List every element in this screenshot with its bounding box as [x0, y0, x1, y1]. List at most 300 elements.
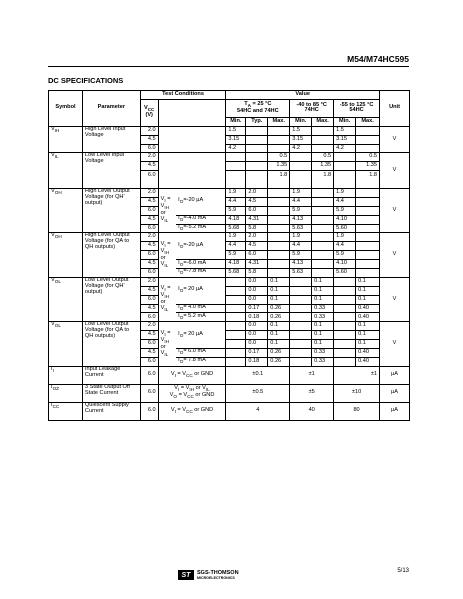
symbol-vol-qa: $V_{OL}$ [49, 322, 83, 366]
table-cell: 5.9 [334, 206, 356, 215]
empty-cell [290, 277, 312, 286]
empty-cell [290, 286, 312, 295]
col-symbol: Symbol [49, 91, 83, 127]
table-cell: 0.1 [356, 295, 380, 304]
part-number-header: M54/M74HC595 [347, 54, 409, 64]
table-cell: 0.26 [268, 313, 290, 322]
table-cell: 5.63 [290, 269, 312, 278]
table-cell: 4.4 [290, 242, 312, 251]
table-cell: µA [380, 366, 410, 384]
table-cell: 5.9 [290, 206, 312, 215]
empty-cell [312, 242, 334, 251]
table-cell: 4.4 [334, 242, 356, 251]
empty-cell [356, 189, 380, 198]
empty-cell [312, 215, 334, 224]
empty-cell [356, 135, 380, 144]
table-cell: 1.35 [268, 162, 290, 171]
table-cell: 0.33 [312, 313, 334, 322]
symbol-vol-qh: $V_{OL}$ [49, 277, 83, 321]
table-cell: 0.1 [268, 340, 290, 349]
col-conditions-blank [158, 99, 226, 126]
table-cell: 5.9 [226, 206, 246, 215]
table-cell: 4.5 [140, 286, 158, 295]
table-cell: 6.0 [140, 171, 158, 180]
table-cell: 0.40 [356, 313, 380, 322]
table-cell: ±0.5 [226, 384, 290, 402]
sub-min: Min. [334, 117, 356, 126]
table-cell: 2.0 [246, 233, 268, 242]
table-cell: 1.5 [290, 126, 312, 135]
table-cell: ±10 [334, 384, 380, 402]
empty-cell [356, 206, 380, 215]
table-cell: $I_O= 20$ µA [176, 277, 226, 304]
empty-cell [312, 251, 334, 260]
table-cell: 4.13 [290, 215, 312, 224]
table-cell: 6.0 [140, 402, 158, 420]
empty-cell [226, 277, 246, 286]
table-cell: V [380, 233, 410, 277]
table-cell: 5.8 [246, 224, 268, 233]
table-cell: 6.0 [140, 295, 158, 304]
empty-cell [158, 126, 226, 153]
table-cell: 0.0 [246, 295, 268, 304]
table-cell: 0.0 [246, 340, 268, 349]
table-cell: 2.0 [140, 277, 158, 286]
symbol-voh-qa: $V_{OH}$ [49, 233, 83, 277]
table-cell: 5.9 [334, 251, 356, 260]
empty-cell [312, 206, 334, 215]
table-cell: 5.9 [226, 251, 246, 260]
table-cell: 1.9 [334, 233, 356, 242]
table-cell: 0.1 [312, 340, 334, 349]
table-cell: 1.5 [226, 126, 246, 135]
table-cell: V [380, 126, 410, 153]
empty-cell [290, 340, 312, 349]
sub-typ: Typ. [246, 117, 268, 126]
table-cell: 6.0 [140, 144, 158, 153]
table-cell: 4.18 [226, 215, 246, 224]
table-cell: 0.40 [356, 304, 380, 313]
empty-cell [356, 197, 380, 206]
empty-cell [290, 153, 312, 162]
empty-cell [290, 357, 312, 366]
empty-cell [334, 313, 356, 322]
table-cell: ±0.1 [226, 366, 290, 384]
table-cell: 2.0 [140, 233, 158, 242]
empty-cell [226, 357, 246, 366]
table-cell: 1.8 [312, 171, 334, 180]
col-value: Value [226, 91, 380, 100]
table-cell: $I_O= 20$ µA [176, 322, 226, 349]
sub-min: Min. [290, 117, 312, 126]
empty-cell [334, 180, 356, 189]
empty-cell [290, 295, 312, 304]
table-cell: 6.0 [140, 340, 158, 349]
table-cell: 4.13 [290, 260, 312, 269]
table-cell: 4.5 [140, 331, 158, 340]
dc-spec-table [48, 90, 410, 421]
col-vcc: $V_{CC}$ (V) [140, 99, 158, 126]
table-cell: 5.9 [290, 251, 312, 260]
table-cell: 4.2 [334, 144, 356, 153]
table-cell: 0.1 [312, 322, 334, 331]
table-cell: 4.31 [246, 260, 268, 269]
empty-cell [246, 126, 268, 135]
table-cell: 2.0 [140, 322, 158, 331]
symbol-vil: $V_{IL}$ [49, 153, 83, 189]
table-cell: 1.8 [356, 171, 380, 180]
table-cell: 0.5 [312, 153, 334, 162]
table-cell: 4.5 [140, 135, 158, 144]
table-cell: 2.0 [246, 189, 268, 198]
table-cell: 0.0 [246, 322, 268, 331]
table-cell: µA [380, 384, 410, 402]
table-cell: 6.0 [140, 357, 158, 366]
table-cell: 0.33 [312, 304, 334, 313]
sub-max: Max. [312, 117, 334, 126]
table-cell: V [380, 277, 410, 321]
table-cell: 40 [290, 402, 334, 420]
empty-cell [312, 144, 334, 153]
empty-cell [226, 322, 246, 331]
empty-cell [334, 295, 356, 304]
empty-cell [226, 340, 246, 349]
empty-cell [334, 349, 356, 358]
table-cell: 6.0 [246, 206, 268, 215]
table-cell: 1.8 [268, 171, 290, 180]
empty-cell [226, 180, 246, 189]
header-rule [48, 66, 409, 67]
table-cell: 0.18 [246, 313, 268, 322]
table-cell: $I_O=-6.0$ mA [176, 260, 226, 269]
empty-cell [312, 260, 334, 269]
table-cell: 4.4 [334, 197, 356, 206]
table-cell: 4.31 [246, 215, 268, 224]
symbol-voh-qh: $V_{OH}$ [49, 189, 83, 233]
table-cell: 0.26 [268, 349, 290, 358]
table-cell: 5.60 [334, 269, 356, 278]
table-cell: 0.0 [246, 331, 268, 340]
table-cell: 4.4 [226, 242, 246, 251]
empty-cell [226, 313, 246, 322]
header-row-1 [49, 91, 410, 100]
empty-cell [290, 162, 312, 171]
empty-cell [356, 224, 380, 233]
empty-cell [246, 162, 268, 171]
table-row [49, 402, 410, 420]
table-cell: 0.1 [356, 340, 380, 349]
table-cell: 1.9 [226, 233, 246, 242]
table-cell: 0.0 [246, 277, 268, 286]
empty-cell [334, 331, 356, 340]
empty-cell [268, 180, 290, 189]
page-number: 5/13 [397, 568, 409, 574]
empty-cell [290, 304, 312, 313]
table-cell: 0.1 [268, 322, 290, 331]
empty-cell [268, 233, 290, 242]
empty-cell [334, 322, 356, 331]
group-25c: $T_A = 25$ °C 54HC and 74HC [226, 99, 290, 117]
symbol-icc: $I_{CC}$ [49, 402, 83, 420]
table-row [49, 126, 410, 135]
empty-cell [268, 260, 290, 269]
table-cell: $V_I = V_{CC}$ or GND [158, 366, 226, 384]
table-cell: 2.0 [140, 189, 158, 198]
table-cell: 0.18 [246, 357, 268, 366]
table-cell: 6.0 [246, 251, 268, 260]
table-cell: 3.15 [290, 135, 312, 144]
table-cell: 0.1 [312, 331, 334, 340]
empty-cell [226, 153, 246, 162]
table-cell: 0.1 [312, 295, 334, 304]
table-cell: 6.0 [140, 251, 158, 260]
table-cell: 5.8 [246, 269, 268, 278]
symbol-ii: $I_I$ [49, 366, 83, 384]
empty-cell [246, 135, 268, 144]
col-unit: Unit [380, 91, 410, 127]
table-cell: 0.1 [356, 322, 380, 331]
table-cell: V [380, 322, 410, 366]
empty-cell [312, 269, 334, 278]
param-vil: Low Level Input Voltage [82, 153, 140, 189]
empty-cell [312, 197, 334, 206]
sgs-thomson-logo: ST SGS-THOMSON MICROELECTRONICS [178, 570, 239, 580]
empty-cell [246, 144, 268, 153]
table-cell: $V_I = V_{CC}$ or GND [158, 402, 226, 420]
param-ioz: 3 State Output Off State Current [82, 384, 140, 402]
table-row [49, 384, 410, 402]
sub-max: Max. [268, 117, 290, 126]
empty-cell [334, 277, 356, 286]
table-cell: 1.9 [334, 189, 356, 198]
table-cell: 0.26 [268, 357, 290, 366]
table-cell: 4 [226, 402, 290, 420]
sub-min: Min. [226, 117, 246, 126]
empty-cell [356, 233, 380, 242]
table-cell: 6.0 [140, 366, 158, 384]
empty-cell [334, 171, 356, 180]
table-cell: $I_O= 4.0$ mA [176, 304, 226, 313]
table-row [49, 189, 410, 198]
table-cell: 6.0 [140, 224, 158, 233]
st-logo-icon: ST [178, 570, 194, 580]
empty-cell [226, 295, 246, 304]
table-cell: 0.1 [268, 331, 290, 340]
empty-cell [356, 215, 380, 224]
table-cell: 0.40 [356, 349, 380, 358]
empty-cell [334, 357, 356, 366]
table-cell: $I_O=-4.0$ mA [176, 215, 226, 224]
table-cell: ±1 [290, 366, 334, 384]
empty-cell [268, 251, 290, 260]
table-cell: $I_O=-5.2$ mA [176, 224, 226, 233]
table-cell: 1.35 [312, 162, 334, 171]
empty-cell [312, 224, 334, 233]
empty-cell [356, 260, 380, 269]
table-cell: 0.1 [312, 286, 334, 295]
table-cell: 2.0 [140, 126, 158, 135]
empty-cell [290, 349, 312, 358]
empty-cell [290, 180, 312, 189]
table-cell: 5.63 [290, 224, 312, 233]
table-cell: 0.1 [312, 277, 334, 286]
table-cell: $I_O=-7.8$ mA [176, 269, 226, 278]
table-cell: 4.5 [140, 197, 158, 206]
empty-cell [268, 189, 290, 198]
table-cell: 4.2 [226, 144, 246, 153]
table-cell: 4.5 [246, 242, 268, 251]
table-cell: 1.9 [226, 189, 246, 198]
empty-cell [140, 180, 158, 189]
empty-cell [290, 171, 312, 180]
table-cell: 5.68 [226, 269, 246, 278]
table-cell: 1.9 [290, 233, 312, 242]
symbol-vih: $V_{IH}$ [49, 126, 83, 153]
table-cell: 4.5 [140, 304, 158, 313]
table-cell: ±5 [290, 384, 334, 402]
vi-condition: $V_I$ = $V_{IH}$ or $V_{IL}$ [158, 322, 176, 366]
table-cell: 0.40 [356, 357, 380, 366]
empty-cell [312, 189, 334, 198]
table-cell: 6.0 [140, 313, 158, 322]
group-85c: -40 to 85 °C 74HC [290, 99, 334, 117]
empty-cell [290, 331, 312, 340]
table-cell: 0.1 [356, 331, 380, 340]
sub-max: Max. [356, 117, 380, 126]
empty-cell [268, 206, 290, 215]
param-voh-qh: High Level Output Voltage (for QH' output) [82, 189, 140, 233]
table-cell: V [380, 189, 410, 233]
empty-cell [268, 269, 290, 278]
param-vol-qa: Low Level Output Voltage (for QA to QH outputs) [82, 322, 140, 366]
table-cell: 4.5 [140, 260, 158, 269]
table-cell: 4.5 [140, 242, 158, 251]
param-vih: High Level Input Voltage [82, 126, 140, 153]
table-cell: 0.26 [268, 304, 290, 313]
table-cell: µA [380, 402, 410, 420]
table-cell: 6.0 [140, 269, 158, 278]
empty-cell [268, 242, 290, 251]
table-cell: 4.10 [334, 215, 356, 224]
table-cell: 0.5 [268, 153, 290, 162]
vi-condition: $V_I$ = $V_{IH}$ or $V_{IL}$ [158, 189, 176, 233]
table-cell: 4.2 [290, 144, 312, 153]
empty-cell [290, 322, 312, 331]
table-cell: 0.1 [268, 277, 290, 286]
table-cell: 0.0 [246, 286, 268, 295]
empty-cell [356, 269, 380, 278]
empty-cell [334, 286, 356, 295]
empty-cell [356, 242, 380, 251]
section-title: DC SPECIFICATIONS [48, 76, 124, 85]
empty-cell [312, 135, 334, 144]
table-cell: 6.0 [140, 206, 158, 215]
table-cell: 3.15 [334, 135, 356, 144]
empty-cell [268, 215, 290, 224]
table-cell: 0.33 [312, 357, 334, 366]
empty-cell [268, 144, 290, 153]
table-cell: 0.33 [312, 349, 334, 358]
table-cell: $I_O=-20$ µA [176, 189, 226, 216]
empty-cell [226, 286, 246, 295]
table-cell: 4.5 [140, 162, 158, 171]
table-cell: $I_O= 7.8$ mA [176, 357, 226, 366]
empty-cell [312, 233, 334, 242]
table-row [49, 233, 410, 242]
table-cell: $I_O=-20$ µA [176, 233, 226, 260]
empty-cell [268, 135, 290, 144]
table-cell: ±1 [334, 366, 380, 384]
vi-condition: $V_I$ = $V_{IH}$ or $V_{IL}$ [158, 277, 176, 321]
table-cell: 6.0 [140, 384, 158, 402]
table-cell: 4.18 [226, 260, 246, 269]
param-voh-qa: High Level Output Voltage (for QA to QH outputs) [82, 233, 140, 277]
table-row [49, 153, 410, 162]
empty-cell [312, 180, 334, 189]
table-cell: 4.5 [246, 197, 268, 206]
table-row [49, 277, 410, 286]
table-cell: 2.0 [140, 153, 158, 162]
empty-cell [268, 197, 290, 206]
table-cell: 0.5 [356, 153, 380, 162]
empty-cell [226, 171, 246, 180]
table-cell: 0.1 [356, 286, 380, 295]
empty-cell [290, 313, 312, 322]
empty-cell [356, 251, 380, 260]
table-row [49, 322, 410, 331]
empty-cell [158, 153, 226, 189]
table-cell: $I_O= 6.0$ mA [176, 349, 226, 358]
table-cell: 0.1 [356, 277, 380, 286]
group-125c: -55 to 125 °C 54HC [334, 99, 380, 117]
empty-cell [246, 153, 268, 162]
table-cell: $I_O= 5.2$ mA [176, 313, 226, 322]
empty-cell [246, 171, 268, 180]
table-row [49, 366, 410, 384]
table-cell: 1.35 [356, 162, 380, 171]
empty-cell [334, 304, 356, 313]
empty-cell [356, 126, 380, 135]
empty-cell [334, 153, 356, 162]
table-cell: 0.1 [268, 286, 290, 295]
empty-cell [334, 340, 356, 349]
empty-cell [268, 126, 290, 135]
vi-condition: $V_I$ = $V_{IH}$ or $V_{IL}$ [158, 233, 176, 277]
table-cell: 0.1 [268, 295, 290, 304]
empty-cell [312, 126, 334, 135]
empty-cell [356, 180, 380, 189]
param-icc: Quiescent Supply Current [82, 402, 140, 420]
table-cell: 4.5 [140, 215, 158, 224]
table-cell: 5.60 [334, 224, 356, 233]
empty-cell [226, 304, 246, 313]
table-cell: 0.17 [246, 304, 268, 313]
table-cell: 3.15 [226, 135, 246, 144]
table-cell: 0.17 [246, 349, 268, 358]
empty-cell [268, 224, 290, 233]
empty-cell [226, 162, 246, 171]
table-cell: 4.4 [290, 197, 312, 206]
param-ii: Input Leakage Current [82, 366, 140, 384]
table-cell: 80 [334, 402, 380, 420]
col-parameter: Parameter [82, 91, 140, 127]
table-cell: 1.9 [290, 189, 312, 198]
empty-cell [334, 162, 356, 171]
param-vol-qh: Low Level Output Voltage (for QH' output) [82, 277, 140, 321]
table-cell: 5.68 [226, 224, 246, 233]
table-cell: 4.10 [334, 260, 356, 269]
table-cell: V [380, 153, 410, 189]
